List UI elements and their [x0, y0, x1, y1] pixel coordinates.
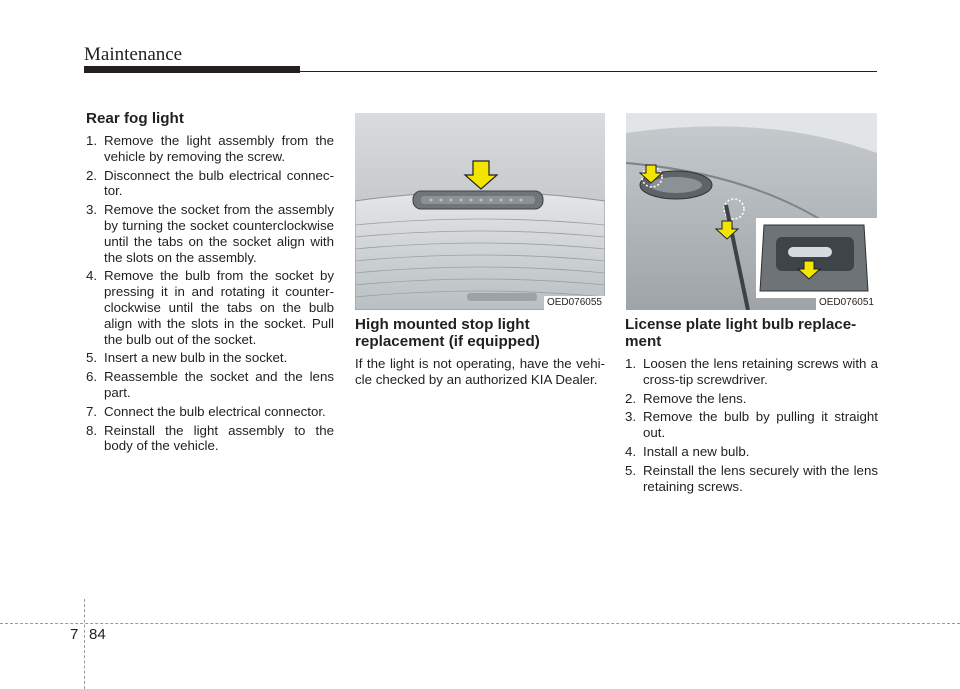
list-item: 5. Reinstall the lens securely with the lens retaining screws.	[625, 462, 878, 494]
list-item: 2. Disconnect the bulb electrical connec-tor.	[86, 167, 334, 199]
page-number: 84	[89, 626, 106, 643]
license-plate-heading: License plate light bulb replace- ment	[625, 316, 857, 350]
high-mounted-body: If the light is not operating, have the vehi-cle checked by an authorized KIA Dealer.	[355, 356, 605, 387]
header-rule-thin	[300, 71, 877, 72]
license-plate-section	[625, 316, 878, 497]
list-item: 1. Remove the light assembly from the vehicle by removing the screw.	[86, 133, 334, 164]
list-item: 4. Remove the bulb from the socket by pressing it in and rotating it counter-clockwise until the tabs on the bulb align with the slots in the socket. Pull the bulb out of the socket.	[86, 268, 334, 347]
header-rule-thick	[84, 66, 300, 73]
figure-code: OED076051	[816, 296, 877, 310]
license-plate-light-illustration	[626, 113, 877, 310]
list-item: 2. Remove the lens.	[625, 390, 747, 406]
list-item: 3. Remove the socket from the assembly by turning the socket counterclockwise until the tabs on the socket align with the slots on the assembly.	[86, 202, 334, 265]
footer-rule-horizontal	[0, 623, 960, 624]
list-item: 8. Reinstall the light assembly to the body of the vehicle.	[86, 422, 334, 454]
list-item: 3. Remove the bulb by pulling it straight out.	[625, 409, 878, 441]
chapter-number: 7	[70, 626, 79, 643]
rear-fog-section	[86, 110, 334, 457]
high-mounted-stop-light-illustration	[355, 113, 605, 310]
list-item: 4. Install a new bulb.	[625, 443, 750, 459]
footer-rule-vertical	[84, 599, 85, 689]
list-item: 1. Loosen the lens retaining screws with a cross-tip screwdriver.	[625, 356, 878, 387]
list-item: 5. Insert a new bulb in the socket.	[86, 350, 288, 366]
high-mounted-section	[355, 316, 605, 388]
rear-fog-steps	[86, 133, 334, 454]
rear-fog-heading: Rear fog light	[86, 110, 184, 127]
figure-code: OED076055	[544, 296, 605, 310]
list-item: 7. Connect the bulb electrical connector.	[86, 403, 326, 419]
license-plate-drawing	[626, 113, 877, 310]
rear-window-drawing	[355, 113, 605, 310]
section-title: Maintenance	[84, 44, 183, 65]
high-mounted-heading: High mounted stop light replacement (if equipped)	[355, 316, 540, 350]
license-plate-steps	[625, 356, 878, 494]
list-item: 6. Reassemble the socket and the lens part.	[86, 369, 334, 400]
